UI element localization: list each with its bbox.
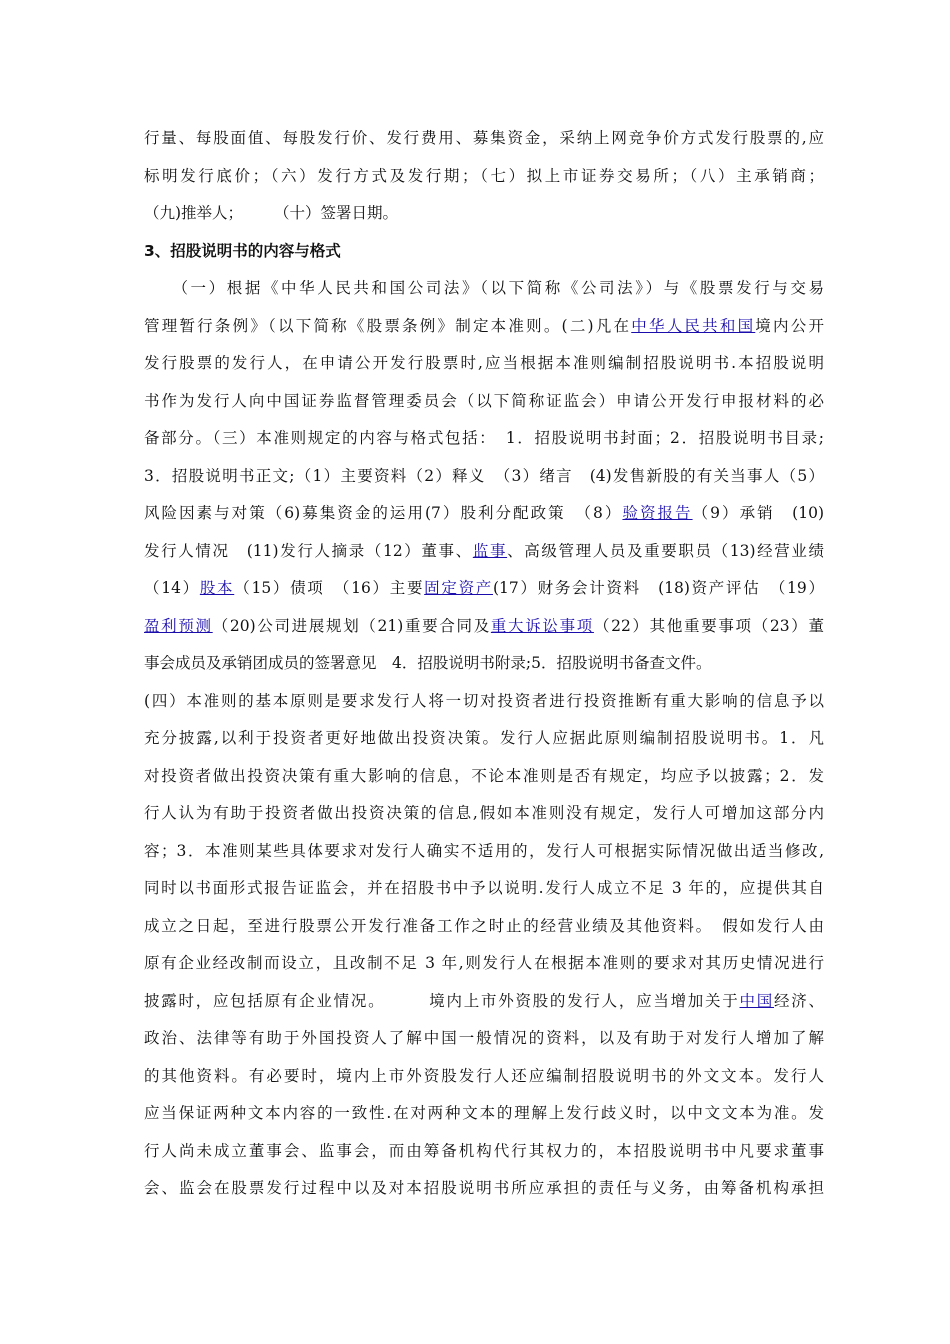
text-line-5: （一）根据《中华人民共和国公司法》（以下简称《公司法》）与《股票发行与交易 xyxy=(144,279,824,297)
text-line-9: 备部分。（三）本准则规定的内容与格式包括： 1．招股说明书封面；2．招股说明书目录; xyxy=(144,429,824,447)
text-line-10: 3．招股说明书正文;（1）主要资料（2）释义 （3）绪言 (4)发售新股的有关当事人（5） xyxy=(144,466,824,485)
text-line-24: 披露时，应包括原有企业情况。 境内上市外资股的发行人，应当增加关于中国经济、 xyxy=(144,991,824,1010)
document-page xyxy=(144,120,824,1208)
text-line-8: 书作为发行人向中国证券监督管理委员会（以下简称证监会）申请公开发行申报材料的必 xyxy=(144,391,824,410)
text-line-25: 政治、法律等有助于外国投资人了解中国一般情况的资料，以及有助于对发行人增加了解 xyxy=(144,1029,824,1047)
text-line-23: 原有企业经改制而设立，且改制不足 3 年,则发行人在根据本准则的要求对其历史情况进行 xyxy=(144,954,824,972)
text-line-15: 事会成员及承销团成员的签署意见 4．招股说明书附录;5．招股说明书备查文件。 xyxy=(144,654,712,672)
link-prc[interactable]: 中华人民共和国 xyxy=(631,316,756,335)
text-line-12: 发行人情况 (11)发行人摘录（12）董事、监事、高级管理人员及重要职员（13)经营业绩 xyxy=(144,541,824,560)
text-line-29: 会、监会在股票发行过程中以及对本招股说明书所应承担的责任与义务，由筹备机构承担 xyxy=(144,1179,824,1197)
link-profit-forecast[interactable]: 盈利预测 xyxy=(144,616,213,635)
section-heading: 3、招股说明书的内容与格式 xyxy=(144,241,341,260)
text-line-3: （九)推举人； （十）签署日期。 xyxy=(144,204,399,222)
link-china[interactable]: 中国 xyxy=(739,991,774,1010)
link-fixed-assets[interactable]: 固定资产 xyxy=(424,579,493,597)
text-line-1: 行量、每股面值、每股发行价、发行费用、募集资金，采纳上网竞争价方式发行股票的,应 xyxy=(144,129,824,147)
link-share-capital[interactable]: 股本 xyxy=(199,579,235,597)
text-line-26: 的其他资料。有必要时，境内上市外资股发行人还应编制招股说明书的外文文本。发行人 xyxy=(144,1066,824,1085)
text-line-20: 容；3．本准则某些具体要求对发行人确实不适用的，发行人可根据实际情况做出适当修改, xyxy=(144,841,824,860)
text-line-18: 对投资者做出投资决策有重大影响的信息，不论本准则是否有规定，均应予以披露；2．发 xyxy=(144,766,824,785)
text-line-7: 发行股票的发行人，在申请公开发行股票时,应当根据本准则编制招股说明书.本招股说明 xyxy=(144,354,824,372)
text-line-16: (四）本准则的基本原则是要求发行人将一切对投资者进行投资推断有重大影响的信息予以 xyxy=(144,691,824,710)
text-line-11: 风险因素与对策（6)募集资金的运用(7）股利分配政策 （8）验资报告（9）承销 (10) xyxy=(144,504,824,522)
text-line-2: 标明发行底价；（六）发行方式及发行期；（七）拟上市证券交易所；（八）主承销商； xyxy=(144,166,824,185)
text-line-6: 管理暂行条例》（以下简称《股票条例》制定本准则。(二)凡在中华人民共和国境内公开 xyxy=(144,316,824,335)
text-line-22: 成立之日起，至进行股票公开发行准备工作之时止的经营业绩及其他资料。 假如发行人由 xyxy=(144,916,824,935)
text-line-27: 应当保证两种文本内容的一致性.在对两种文本的理解上发行歧义时，以中文文本为准。发 xyxy=(144,1104,824,1122)
text-line-17: 充分披露,以利于投资者更好地做出投资决策。发行人应据此原则编制招股说明书。1．凡 xyxy=(144,729,824,747)
link-supervisor[interactable]: 监事 xyxy=(472,541,508,560)
link-capital-verification-report[interactable]: 验资报告 xyxy=(622,504,693,522)
text-line-28: 行人尚未成立董事会、监事会，而由筹备机构代行其权力的，本招股说明书中凡要求董事 xyxy=(144,1141,824,1160)
text-line-19: 行人认为有助于投资者做出投资决策的信息,假如本准则没有规定，发行人可增加这部分内 xyxy=(144,804,824,822)
link-major-litigation[interactable]: 重大诉讼事项 xyxy=(490,616,594,635)
text-line-14: 盈利预测（20)公司进展规划（21)重要合同及重大诉讼事项（22）其他重要事项（23）董 xyxy=(144,616,824,635)
text-line-13: （14）股本（15）债项 （16）主要固定资产(17）财务会计资料 (18)资产评估 （19） xyxy=(144,579,824,597)
text-line-21: 同时以书面形式报告证监会，并在招股书中予以说明.发行人成立不足 3 年的，应提供其自 xyxy=(144,879,824,897)
